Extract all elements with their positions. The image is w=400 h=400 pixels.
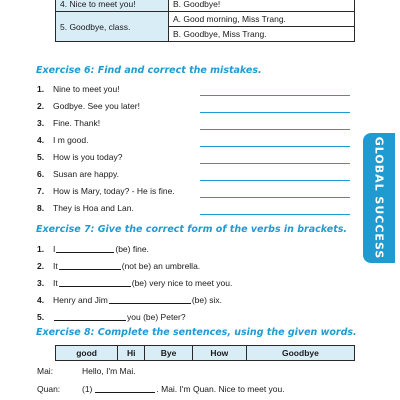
item-subject: It <box>53 278 58 288</box>
answer-blank[interactable] <box>95 384 155 393</box>
answer-line[interactable] <box>200 112 350 113</box>
item-text: They is Hoa and Lan. <box>53 203 134 213</box>
item-number: 4. <box>37 295 45 305</box>
answer-line[interactable] <box>200 146 350 147</box>
answer-line[interactable] <box>200 129 350 130</box>
matching-table <box>55 0 355 42</box>
answer-line[interactable] <box>200 197 350 198</box>
item-number: 3. <box>37 118 45 128</box>
speaker: Quan: <box>37 384 61 394</box>
dialog-prefix: (1) <box>82 384 93 394</box>
item-number: 5. <box>37 152 45 162</box>
option-cell: A. Good morning, Miss Trang. <box>169 12 355 27</box>
answer-line[interactable] <box>200 180 350 181</box>
item-rest: (be) fine. <box>115 244 149 254</box>
table-row <box>56 12 355 27</box>
answer-blank[interactable] <box>109 295 191 304</box>
answer-blank[interactable] <box>54 312 126 321</box>
word-box <box>55 345 355 361</box>
answer-line[interactable] <box>200 214 350 215</box>
question-cell: 4. Nice to meet you! <box>56 0 169 12</box>
answer-line[interactable] <box>200 163 350 164</box>
dialog-line <box>37 384 285 394</box>
list-item <box>37 295 222 305</box>
item-rest: you (be) Peter? <box>127 312 186 322</box>
list-item <box>37 152 122 162</box>
speaker: Mai: <box>37 366 54 376</box>
list-item <box>37 101 140 111</box>
item-number: 2. <box>37 101 45 111</box>
list-item <box>37 244 149 254</box>
answer-blank[interactable] <box>56 244 114 253</box>
exercise-8-heading: Exercise 8: Complete the sentences, using the given words. <box>36 327 357 338</box>
list-item <box>37 203 134 213</box>
list-item <box>37 186 175 196</box>
word-cell: How <box>192 346 246 361</box>
dialog-text: . Mai. I'm Quan. Nice to meet you. <box>156 384 285 394</box>
list-item <box>37 261 200 271</box>
item-number: 4. <box>37 135 45 145</box>
item-number: 5. <box>37 312 45 322</box>
item-number: 3. <box>37 278 45 288</box>
item-number: 1. <box>37 84 45 94</box>
exercise-6-heading: Exercise 6: Find and correct the mistakes. <box>36 65 262 76</box>
list-item <box>37 169 119 179</box>
list-item <box>37 118 100 128</box>
question-cell: 5. Goodbye, class. <box>56 12 169 42</box>
dialog-line <box>37 366 136 376</box>
table-row <box>56 346 355 361</box>
item-rest: (be) six. <box>191 295 223 305</box>
word-cell: Hi <box>118 346 145 361</box>
item-text: I m good. <box>53 135 89 145</box>
option-cell: B. Goodbye, Miss Trang. <box>169 27 355 42</box>
item-text: Godbye. See you later! <box>53 101 140 111</box>
item-text: How is Mary, today? - He is fine. <box>53 186 175 196</box>
list-item <box>37 312 186 322</box>
word-cell: Goodbye <box>246 346 354 361</box>
item-subject: It <box>53 261 58 271</box>
item-number: 7. <box>37 186 45 196</box>
item-subject: Henry and Jim <box>53 295 108 305</box>
list-item <box>37 278 232 288</box>
exercise-7-heading: Exercise 7: Give the correct form of the verbs in brackets. <box>36 224 347 235</box>
item-rest: (be) very nice to meet you. <box>131 278 233 288</box>
word-cell: Bye <box>145 346 192 361</box>
item-text: How is you today? <box>53 152 123 162</box>
dialog-text: Hello, I'm Mai. <box>82 366 136 376</box>
item-number: 2. <box>37 261 45 271</box>
item-text: Nine to meet you! <box>53 84 120 94</box>
word-cell: good <box>56 346 118 361</box>
list-item <box>37 84 120 94</box>
option-cell: B. Goodbye! <box>169 0 355 12</box>
side-tab-label: GLOBAL SUCCESS <box>372 136 386 260</box>
item-number: 8. <box>37 203 45 213</box>
table-row <box>56 0 355 12</box>
item-text: Susan are happy. <box>53 169 119 179</box>
list-item <box>37 135 88 145</box>
item-text: Fine. Thank! <box>53 118 101 128</box>
item-number: 1. <box>37 244 45 254</box>
side-tab <box>363 133 395 263</box>
answer-blank[interactable] <box>59 261 121 270</box>
item-subject: I <box>53 244 56 254</box>
answer-blank[interactable] <box>59 278 131 287</box>
item-number: 6. <box>37 169 45 179</box>
answer-line[interactable] <box>200 95 350 96</box>
item-rest: (not be) an umbrella. <box>121 261 201 271</box>
